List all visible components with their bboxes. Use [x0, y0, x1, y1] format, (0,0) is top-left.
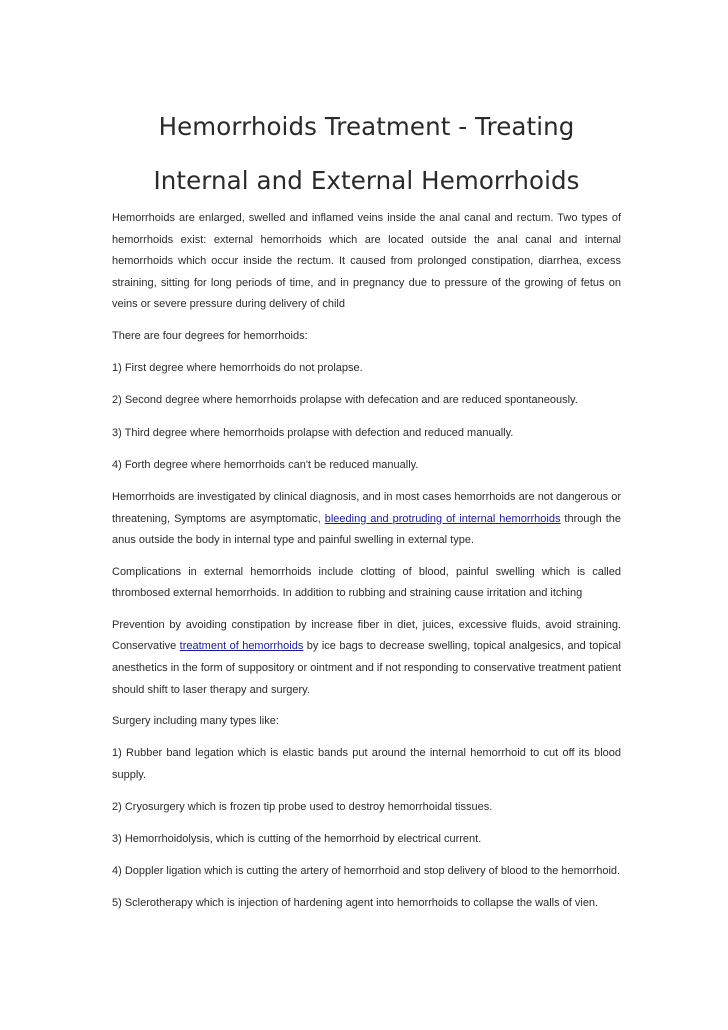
bleeding-hemorrhoids-link[interactable]: bleeding and protruding of internal hemorrhoids	[324, 512, 561, 525]
list-item-surgery-1: 1) Rubber band legation which is elastic bands put around the internal hemorrhoid to cut off its blood supply.	[112, 747, 621, 782]
document-page	[112, 100, 621, 925]
treatment-hemorrhoids-link[interactable]: treatment of hemorrhoids	[179, 640, 304, 653]
list-item-surgery-4: 4) Doppler ligation which is cutting the artery of hemorrhoid and stop delivery of blood to the hemorrhoid.	[112, 865, 621, 877]
prevention-text-before: Prevention by avoiding constipation by increase fiber in diet, juices, excessive fluids, avoid straining. Conservative	[112, 618, 621, 653]
diagnosis-text-after: through the anus outside the body in internal type and painful swelling in external type.	[112, 512, 621, 547]
paragraph-intro: Hemorrhoids are enlarged, swelled and inflamed veins inside the anal canal and rectum. Two types of hemorrhoids exist: external hemorrhoids which are located outside the anal canal and internal hemorrhoids which occur inside the rectum. It caused from prolonged constipation, diarrhea, excess straining, sitting for long periods of time, and in pregnancy due to pressure of the growing of fetus on veins or severe pressure during delivery of child	[112, 212, 621, 311]
list-item-degree-3: 3) Third degree where hemorrhoids prolapse with defection and reduced manually.	[112, 426, 514, 439]
list-item-degree-2: 2) Second degree where hemorrhoids prolapse with defecation and are reduced spontaneously.	[112, 394, 578, 407]
paragraph-complications: Complications in external hemorrhoids include clotting of blood, painful swelling which is called thrombosed external hemorrhoids. In addition to rubbing and straining cause irritation and itching	[112, 565, 621, 600]
page-title: Hemorrhoids Treatment - Treating Internal and External Hemorrhoids	[153, 112, 580, 195]
paragraph-prevention	[112, 615, 621, 701]
list-item-degree-1: 1) First degree where hemorrhoids do not prolapse.	[112, 362, 363, 375]
list-item-surgery-5: 5) Sclerotherapy which is injection of hardening agent into hemorrhoids to collapse the walls of vien.	[112, 897, 599, 910]
list-item-surgery-3: 3) Hemorrhoidolysis, which is cutting of the hemorrhoid by electrical current.	[112, 832, 482, 845]
paragraph-degrees-heading: There are four degrees for hemorrhoids:	[112, 329, 308, 342]
paragraph-surgery-heading: Surgery including many types like:	[112, 715, 279, 728]
diagnosis-text-before: Hemorrhoids are investigated by clinical diagnosis, and in most cases hemorrhoids are not dangerous or threatening, Symptoms are asymptomatic,	[112, 490, 621, 525]
paragraph-diagnosis	[112, 487, 621, 552]
list-item-surgery-2: 2) Cryosurgery which is frozen tip probe used to destroy hemorrhoidal tissues.	[112, 800, 493, 813]
prevention-text-after: by ice bags to decrease swelling, topical analgesics, and topical anesthetics in the form of suppository or ointment and if not responding to conservative treatment patient should shift to laser therapy and surgery.	[112, 640, 621, 696]
list-item-degree-4: 4) Forth degree where hemorrhoids can't be reduced manually.	[112, 458, 419, 471]
